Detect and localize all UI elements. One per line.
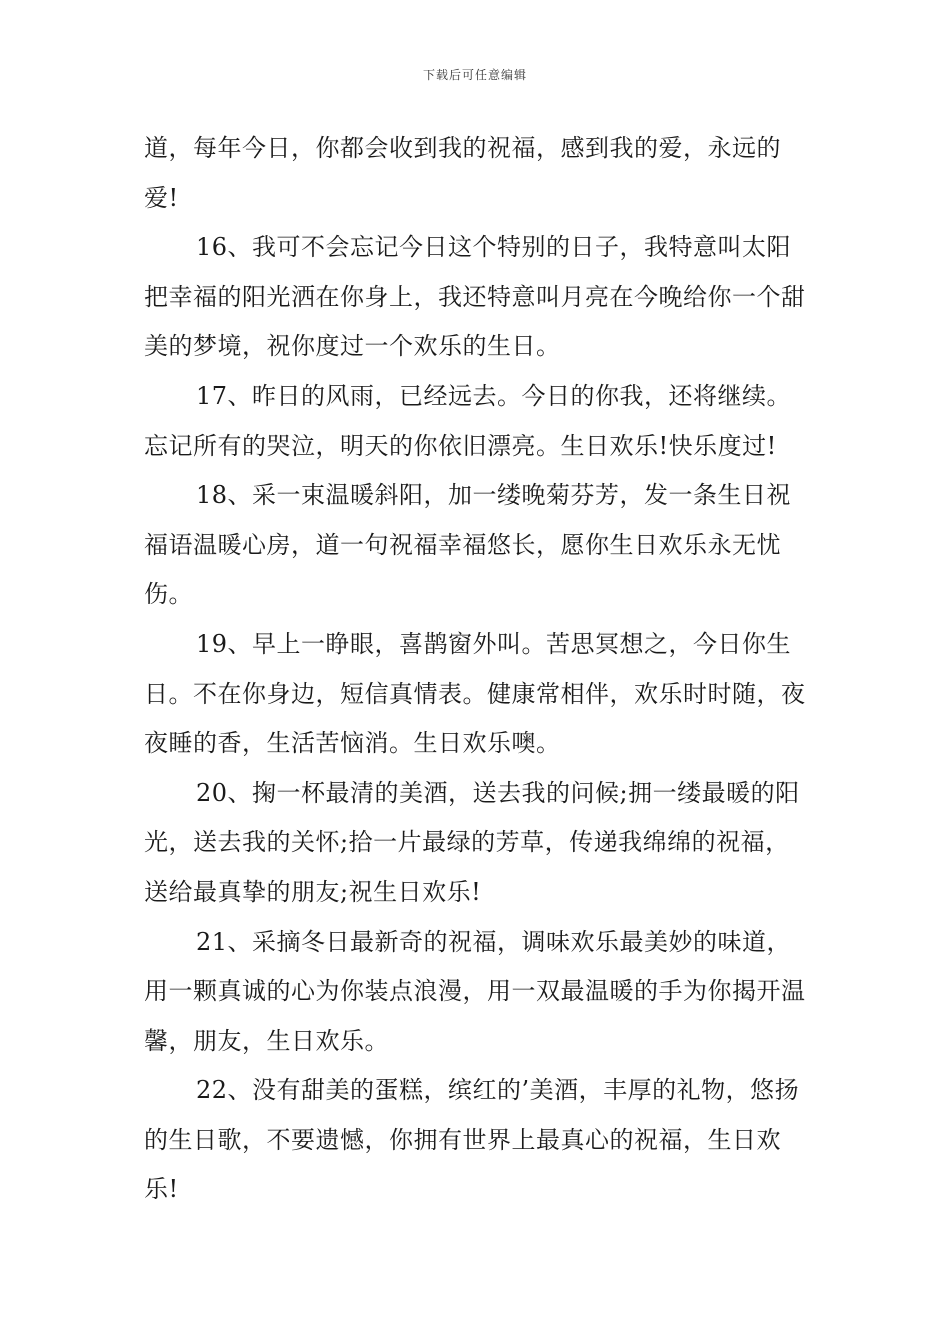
paragraph-22: 22、没有甜美的蛋糕，缤红的’美酒，丰厚的礼物，悠扬的生日歌，不要遗憾，你拥有世界上最真心的祝福，生日欢乐! bbox=[144, 1076, 800, 1204]
paragraph-19: 19、早上一睁眼，喜鹊窗外叫。苦思冥想之，今日你生日。不在你身边，短信真情表。健康常相伴，欢乐时时随，夜夜睡的香，生活苦恼消。生日欢乐噢。 bbox=[144, 629, 806, 758]
document-body bbox=[144, 124, 814, 1215]
paragraph-21: 21、采摘冬日最新奇的祝福，调味欢乐最美妙的味道，用一颗真诚的心为你装点浪漫，用一双最温暖的手为你揭开温馨，朋友，生日欢乐。 bbox=[144, 927, 806, 1055]
paragraph-17: 17、昨日的风雨，已经远去。今日的你我，还将继续。忘记所有的哭泣，明天的你依旧漂亮。生日欢乐!快乐度过! bbox=[144, 381, 792, 460]
page-header: 下载后可任意编辑 bbox=[422, 68, 527, 82]
paragraph-continuation: 道，每年今日，你都会收到我的祝福，感到我的爱，永远的爱! bbox=[144, 134, 781, 212]
paragraph-16: 16、我可不会忘记今日这个特别的日子，我特意叫太阳把幸福的阳光洒在你身上，我还特意叫月亮在今晚给你一个甜美的梦境，祝你度过一个欢乐的生日。 bbox=[144, 233, 806, 361]
paragraph-20: 20、掬一杯最清的美酒，送去我的问候;拥一缕最暖的阳光，送去我的关怀;拾一片最绿的芳草，传递我绵绵的祝福，送给最真挚的朋友;祝生日欢乐! bbox=[144, 778, 800, 906]
paragraph-18: 18、采一束温暖斜阳，加一缕晚菊芬芳，发一条生日祝福语温暖心房，道一句祝福幸福悠长，愿你生日欢乐永无忧伤。 bbox=[144, 481, 792, 609]
